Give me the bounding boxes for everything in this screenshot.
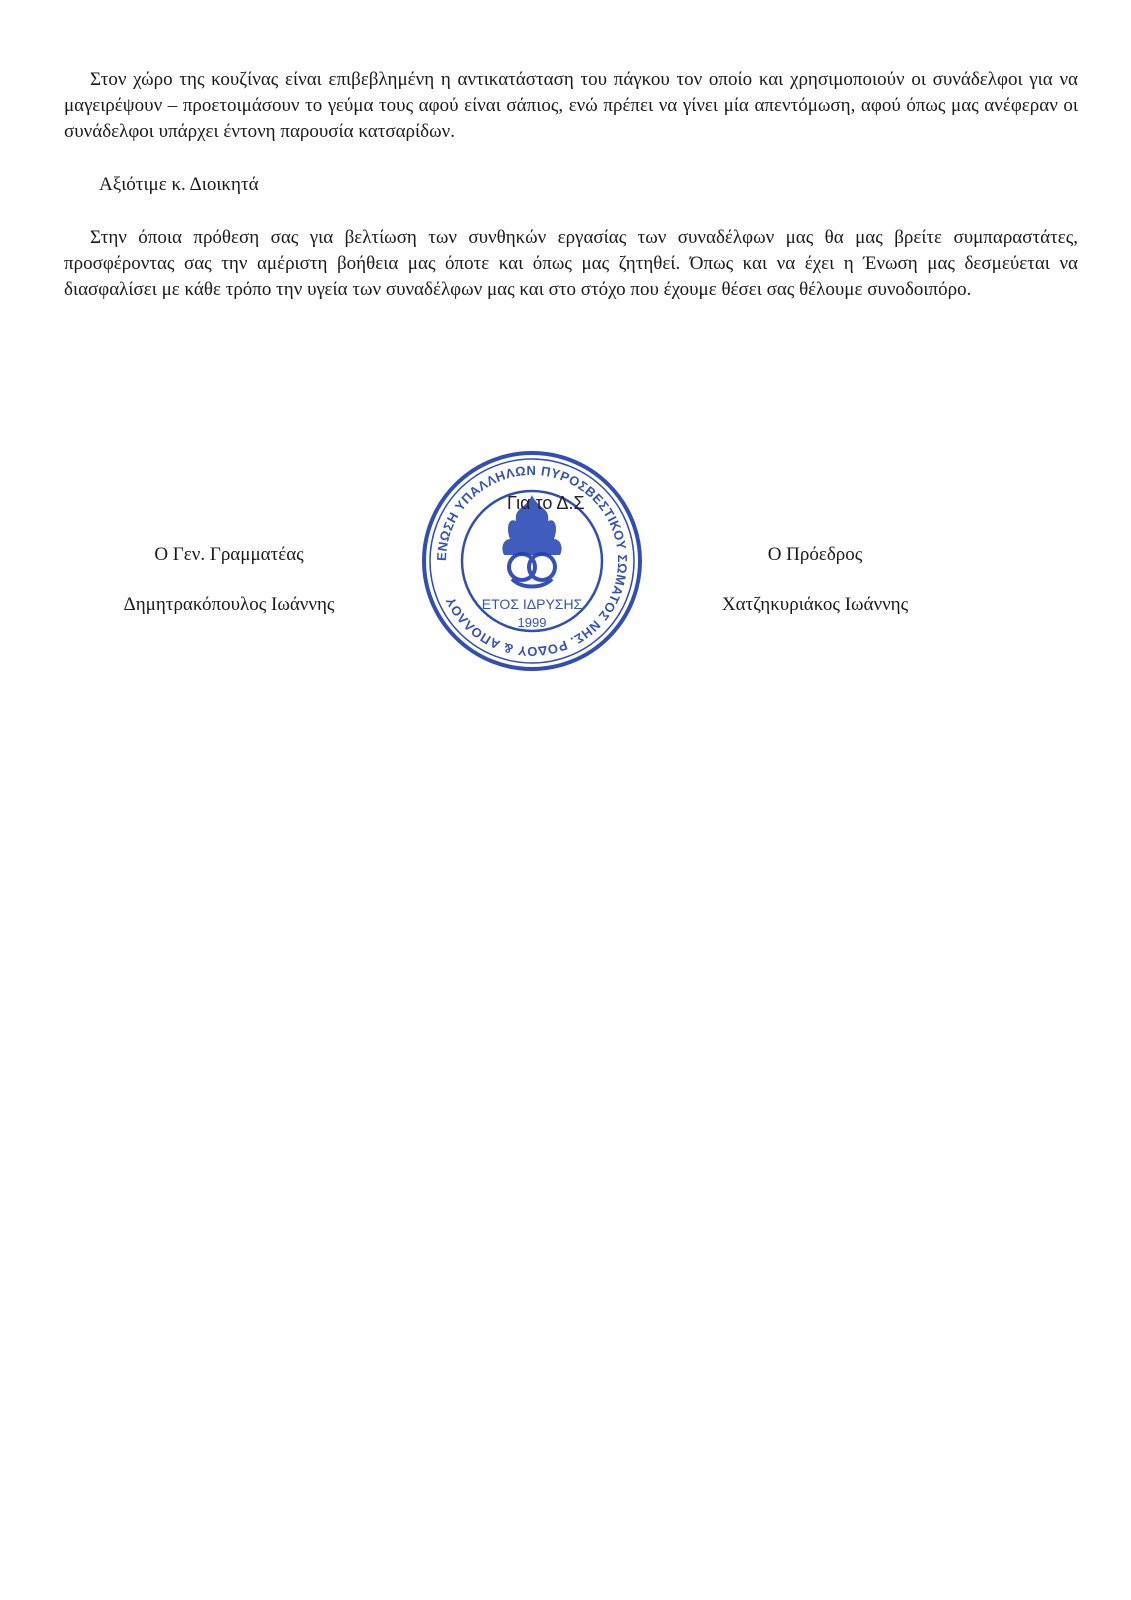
body-paragraph-kitchen: Στον χώρο της κουζίνας είναι επιβεβλημένη η αντικατάσταση του πάγκου τον οποίο και χρησιμοποιούν οι συνάδελφοι για να μαγειρέψουν – προετοιμάσουν το γεύμα τους αφού είναι σάπιος, ενώ πρέπει να γίνει μία απεντόμωση, αφού όπως μας ανέφεραν οι συνάδελφοι υπάρχει έντονη παρουσία κατσαρίδων.: [64, 69, 1078, 142]
body-paragraph-support: Στην όποια πρόθεση σας για βελτίωση των συνθηκών εργασίας των συναδέλφων μας θα μας βρείτε συμπαραστάτες, προσφέροντας σας την αμέριστη βοήθεια μας όποτε και όπως μας ζητηθεί. Όπως και να έχει η Ένωση μας δεσμεύεται να διασφαλίσει με κάθε τρόπο την υγεία των συναδέλφων μας και στο στόχο που έχουμε θέσει σας θέλουμε συνοδοιπόρο.: [64, 227, 1078, 300]
president-title: Ο Πρόεδρος: [767, 544, 863, 565]
stamp-ring-text: ΕΝΩΣΗ ΥΠΑΛΛΗΛΩΝ ΠΥΡΟΣΒΕΣΤΙΚΟΥ ΣΩΜΑΤΟΣ ΝΗΣ. ΡΟΔΟΥ & ΑΠΟΛΛΟΥ: [433, 462, 631, 660]
union-stamp: [418, 447, 646, 675]
signature-president: [680, 542, 950, 618]
secretary-name: Δημητρακόπουλος Ιωάννης: [123, 594, 335, 615]
on-behalf-of-board: Για το Δ.Σ: [507, 493, 585, 513]
knot-emblem: [509, 554, 555, 587]
salutation: Αξιότιμε κ. Διοικητά: [99, 174, 259, 195]
signature-secretary: [94, 542, 364, 618]
secretary-title: Ο Γεν. Γραμματέας: [154, 544, 304, 565]
president-name: Χατζηκυριάκος Ιωάννης: [721, 594, 909, 615]
stamp-founded-year: 1999: [517, 615, 547, 630]
stamp-founded-label: ΕΤΟΣ ΙΔΡΥΣΗΣ: [481, 596, 583, 612]
